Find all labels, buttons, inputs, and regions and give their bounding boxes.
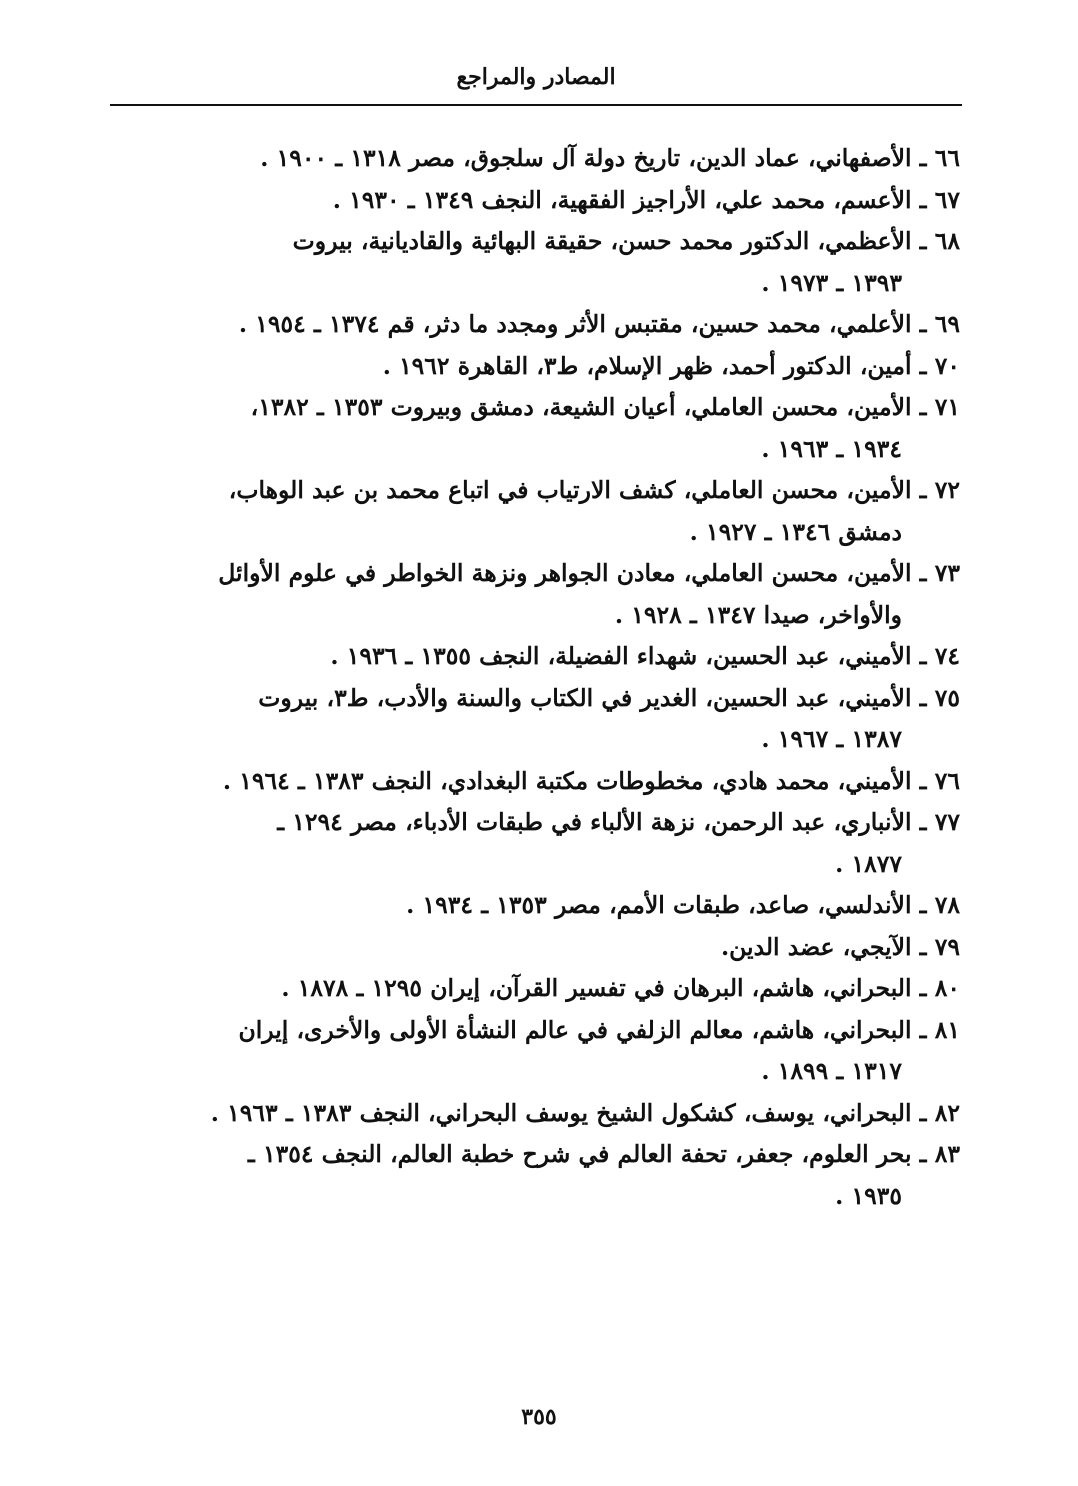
reference-item-79 bbox=[130, 927, 960, 969]
running-title: المصادر والمراجع bbox=[456, 64, 616, 90]
reference-list bbox=[130, 138, 960, 1217]
reference-text: ٧٥ ـ الأميني، عبد الحسين، الغدير في الكتاب والسنة والأدب، ط٣، بيروت bbox=[258, 683, 960, 712]
reference-text: ٦٩ ـ الأعلمي، محمد حسين، مقتبس الأثر ومجدد ما دثر، قم ١٣٧٤ ـ ١٩٥٤ . bbox=[238, 310, 960, 338]
reference-item-73 bbox=[130, 553, 960, 636]
reference-text: ٧١ ـ الأمين، محسن العاملي، أعيان الشيعة، دمشق وبيروت ١٣٥٣ ـ ١٣٨٢، bbox=[250, 393, 960, 421]
reference-item-74 bbox=[130, 636, 960, 678]
reference-item-77 bbox=[130, 802, 960, 885]
reference-text: ٧٣ ـ الأمين، محسن العاملي، معادن الجواهر ونزهة الخواطر في علوم الأوائل bbox=[218, 559, 960, 587]
reference-continuation: ١٩٣٤ ـ ١٩٦٣ . bbox=[761, 434, 902, 463]
reference-text: ٨٠ ـ البحراني، هاشم، البرهان في تفسير القرآن، إيران ١٢٩٥ ـ ١٨٧٨ . bbox=[281, 974, 960, 1002]
reference-text: ٨٢ ـ البحراني، يوسف، كشكول الشيخ يوسف البحراني، النجف ١٣٨٣ ـ ١٩٦٣ . bbox=[210, 1098, 960, 1127]
page-number: ٣٥٥ bbox=[521, 1404, 557, 1430]
reference-continuation: دمشق ١٣٤٦ ـ ١٩٢٧ . bbox=[689, 517, 902, 546]
reference-item-72 bbox=[130, 470, 960, 553]
header-rule bbox=[110, 104, 962, 106]
reference-text: ٦٧ ـ الأعسم، محمد علي، الأراجيز الفقهية، النجف ١٣٤٩ ـ ١٩٣٠ . bbox=[332, 185, 960, 214]
reference-text: ٧٩ ـ الآيجي، عضد الدين. bbox=[720, 932, 960, 961]
reference-text: ٧٠ ـ أمين، الدكتور أحمد، ظهر الإسلام، ط٣، القاهرة ١٩٦٢ . bbox=[382, 351, 960, 380]
reference-text: ٨١ ـ البحراني، هاشم، معالم الزلفي في عالم النشأة الأولى والأخرى، إيران bbox=[238, 1015, 960, 1044]
reference-continuation: ١٣٩٣ ـ ١٩٧٣ . bbox=[761, 268, 902, 297]
reference-item-71 bbox=[130, 387, 960, 470]
reference-text: ٦٨ ـ الأعظمي، الدكتور محمد حسن، حقيقة البهائية والقاديانية، بيروت bbox=[292, 227, 960, 255]
reference-text: ٧٤ ـ الأميني، عبد الحسين، شهداء الفضيلة، النجف ١٣٥٥ ـ ١٩٣٦ . bbox=[330, 642, 960, 670]
reference-item-80 bbox=[130, 968, 960, 1010]
reference-item-67 bbox=[130, 180, 960, 222]
reference-item-81 bbox=[130, 1010, 960, 1093]
reference-continuation: ١٨٧٧ . bbox=[835, 849, 902, 878]
reference-continuation: والأواخر، صيدا ١٣٤٧ ـ ١٩٢٨ . bbox=[614, 600, 902, 629]
reference-continuation: ١٣١٧ ـ ١٨٩٩ . bbox=[761, 1057, 902, 1085]
reference-item-83 bbox=[130, 1134, 960, 1217]
reference-text: ٨٣ ـ بحر العلوم، جعفر، تحفة العالم في شرح خطبة العالم، النجف ١٣٥٤ ـ bbox=[247, 1140, 960, 1168]
reference-item-82 bbox=[130, 1093, 960, 1135]
reference-text: ٧٦ ـ الأميني، محمد هادي، مخطوطات مكتبة البغدادي، النجف ١٣٨٣ ـ ١٩٦٤ . bbox=[222, 766, 960, 795]
reference-item-75 bbox=[130, 678, 960, 761]
reference-item-76 bbox=[130, 761, 960, 803]
reference-item-66 bbox=[130, 138, 960, 180]
reference-item-70 bbox=[130, 346, 960, 388]
reference-text: ٧٢ ـ الأمين، محسن العاملي، كشف الارتياب في اتباع محمد بن عبد الوهاب، bbox=[228, 476, 960, 504]
reference-item-69 bbox=[130, 304, 960, 346]
reference-continuation: ١٩٣٥ . bbox=[835, 1181, 902, 1210]
reference-item-78 bbox=[130, 885, 960, 927]
reference-text: ٧٧ ـ الأنباري، عبد الرحمن، نزهة الألباء في طبقات الأدباء، مصر ١٢٩٤ ـ bbox=[277, 808, 960, 836]
reference-continuation: ١٣٨٧ ـ ١٩٦٧ . bbox=[761, 725, 902, 753]
reference-text: ٦٦ ـ الأصفهاني، عماد الدين، تاريخ دولة آل سلجوق، مصر ١٣١٨ ـ ١٩٠٠ . bbox=[260, 144, 960, 172]
reference-text: ٧٨ ـ الأندلسي، صاعد، طبقات الأمم، مصر ١٣٥٣ ـ ١٩٣٤ . bbox=[406, 891, 960, 919]
reference-item-68 bbox=[130, 221, 960, 304]
